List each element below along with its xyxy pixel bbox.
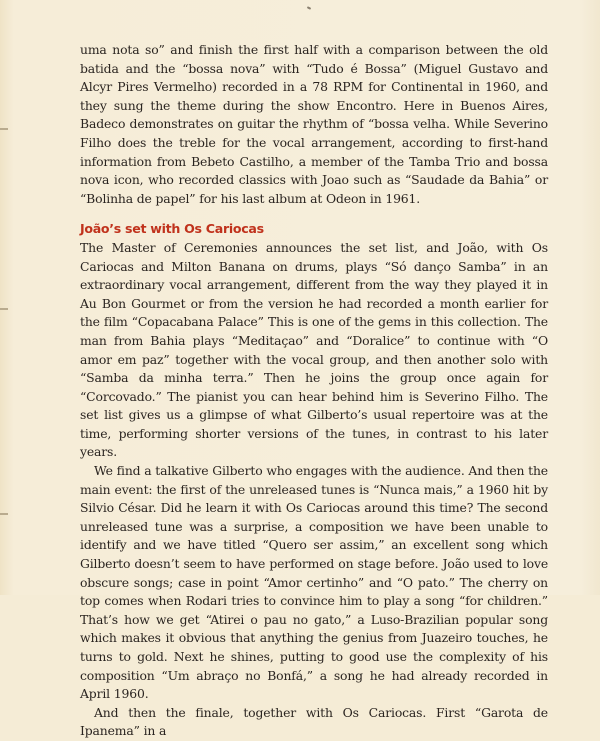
paragraph: And then the finale, together with Os Cariocas. First “Garota de Ipanema” in a (80, 704, 548, 739)
binding-mark (0, 513, 8, 515)
paragraph: We find a talkative Gilberto who engages with the audience. And then the main event: the first of the unreleased tunes is “Nunca mais,” a 1960 hit by Silvio César. Did he learn it with Os Cariocas around this time? The second unreleased tune was a surprise, a composition we have been unable to identify and we have titled “Quero ser assim,” an excellent song which Gilberto doesn’t seem to have performed on stage before. João used to love obscure songs; case in point “Amor certinho” and “O pato.” The cherry on top comes when Rodari tries to convince him to play a song “for children.” That’s how we get “Atirei o pau no gato,” a Luso-Brazilian popular song which makes it obvious that anything the genius from Juazeiro touches, he turns to gold. Next he shines, putting to good use the complexity of his composition “Um abraço no Bonfá,” a song he had already recorded in April 1960. (80, 463, 548, 702)
binding-mark (0, 128, 8, 130)
body-text (80, 41, 548, 741)
paragraph: The Master of Ceremonies announces the set list, and João, with Os Cariocas and Milton Banana on drums, plays “Só danço Samba” in an extraordinary vocal arrangement, different from the way they played it in Au Bon Gourmet or from the version he had recorded a month earlier for the film “Copacabana Palace” This is one of the gems in this collection. The man from Bahia plays “Meditaçao” and “Doralice” to continue with “O amor em paz” together with the vocal group, and then another solo with “Samba da minha terra.” Then he joins the group once again for “Corcovado.” The pianist you can hear behind him is Severino Filho. The set list gives us a glimpse of what Gilberto’s usual repertoire was at the time, performing shorter versions of the tunes, in contrast to his later years. (80, 239, 548, 460)
paragraph: uma nota so” and finish the first half with a comparison between the old batida and the “bossa nova” with “Tudo é Bossa” (Miguel Gustavo and Alcyr Pires Vermelho) recorded in a 78 RPM for Continental in 1960, and they sung the theme during the show Encontro. Here in Buenos Aires, Badeco demonstrates on guitar the rhythm of “bossa velha. While Severino Filho does the treble for the vocal arrangement, according to first-hand information from Bebeto Castilho, a member of the Tamba Trio and bossa nova icon, who recorded classics with Joao such as “Saudade da Bahia” or “Bolinha de papel” for his last album at Odeon in 1961. (80, 42, 548, 206)
paper-speck (307, 6, 311, 10)
binding-mark (0, 308, 8, 310)
section-heading: João’s set with Os Cariocas (80, 221, 264, 237)
